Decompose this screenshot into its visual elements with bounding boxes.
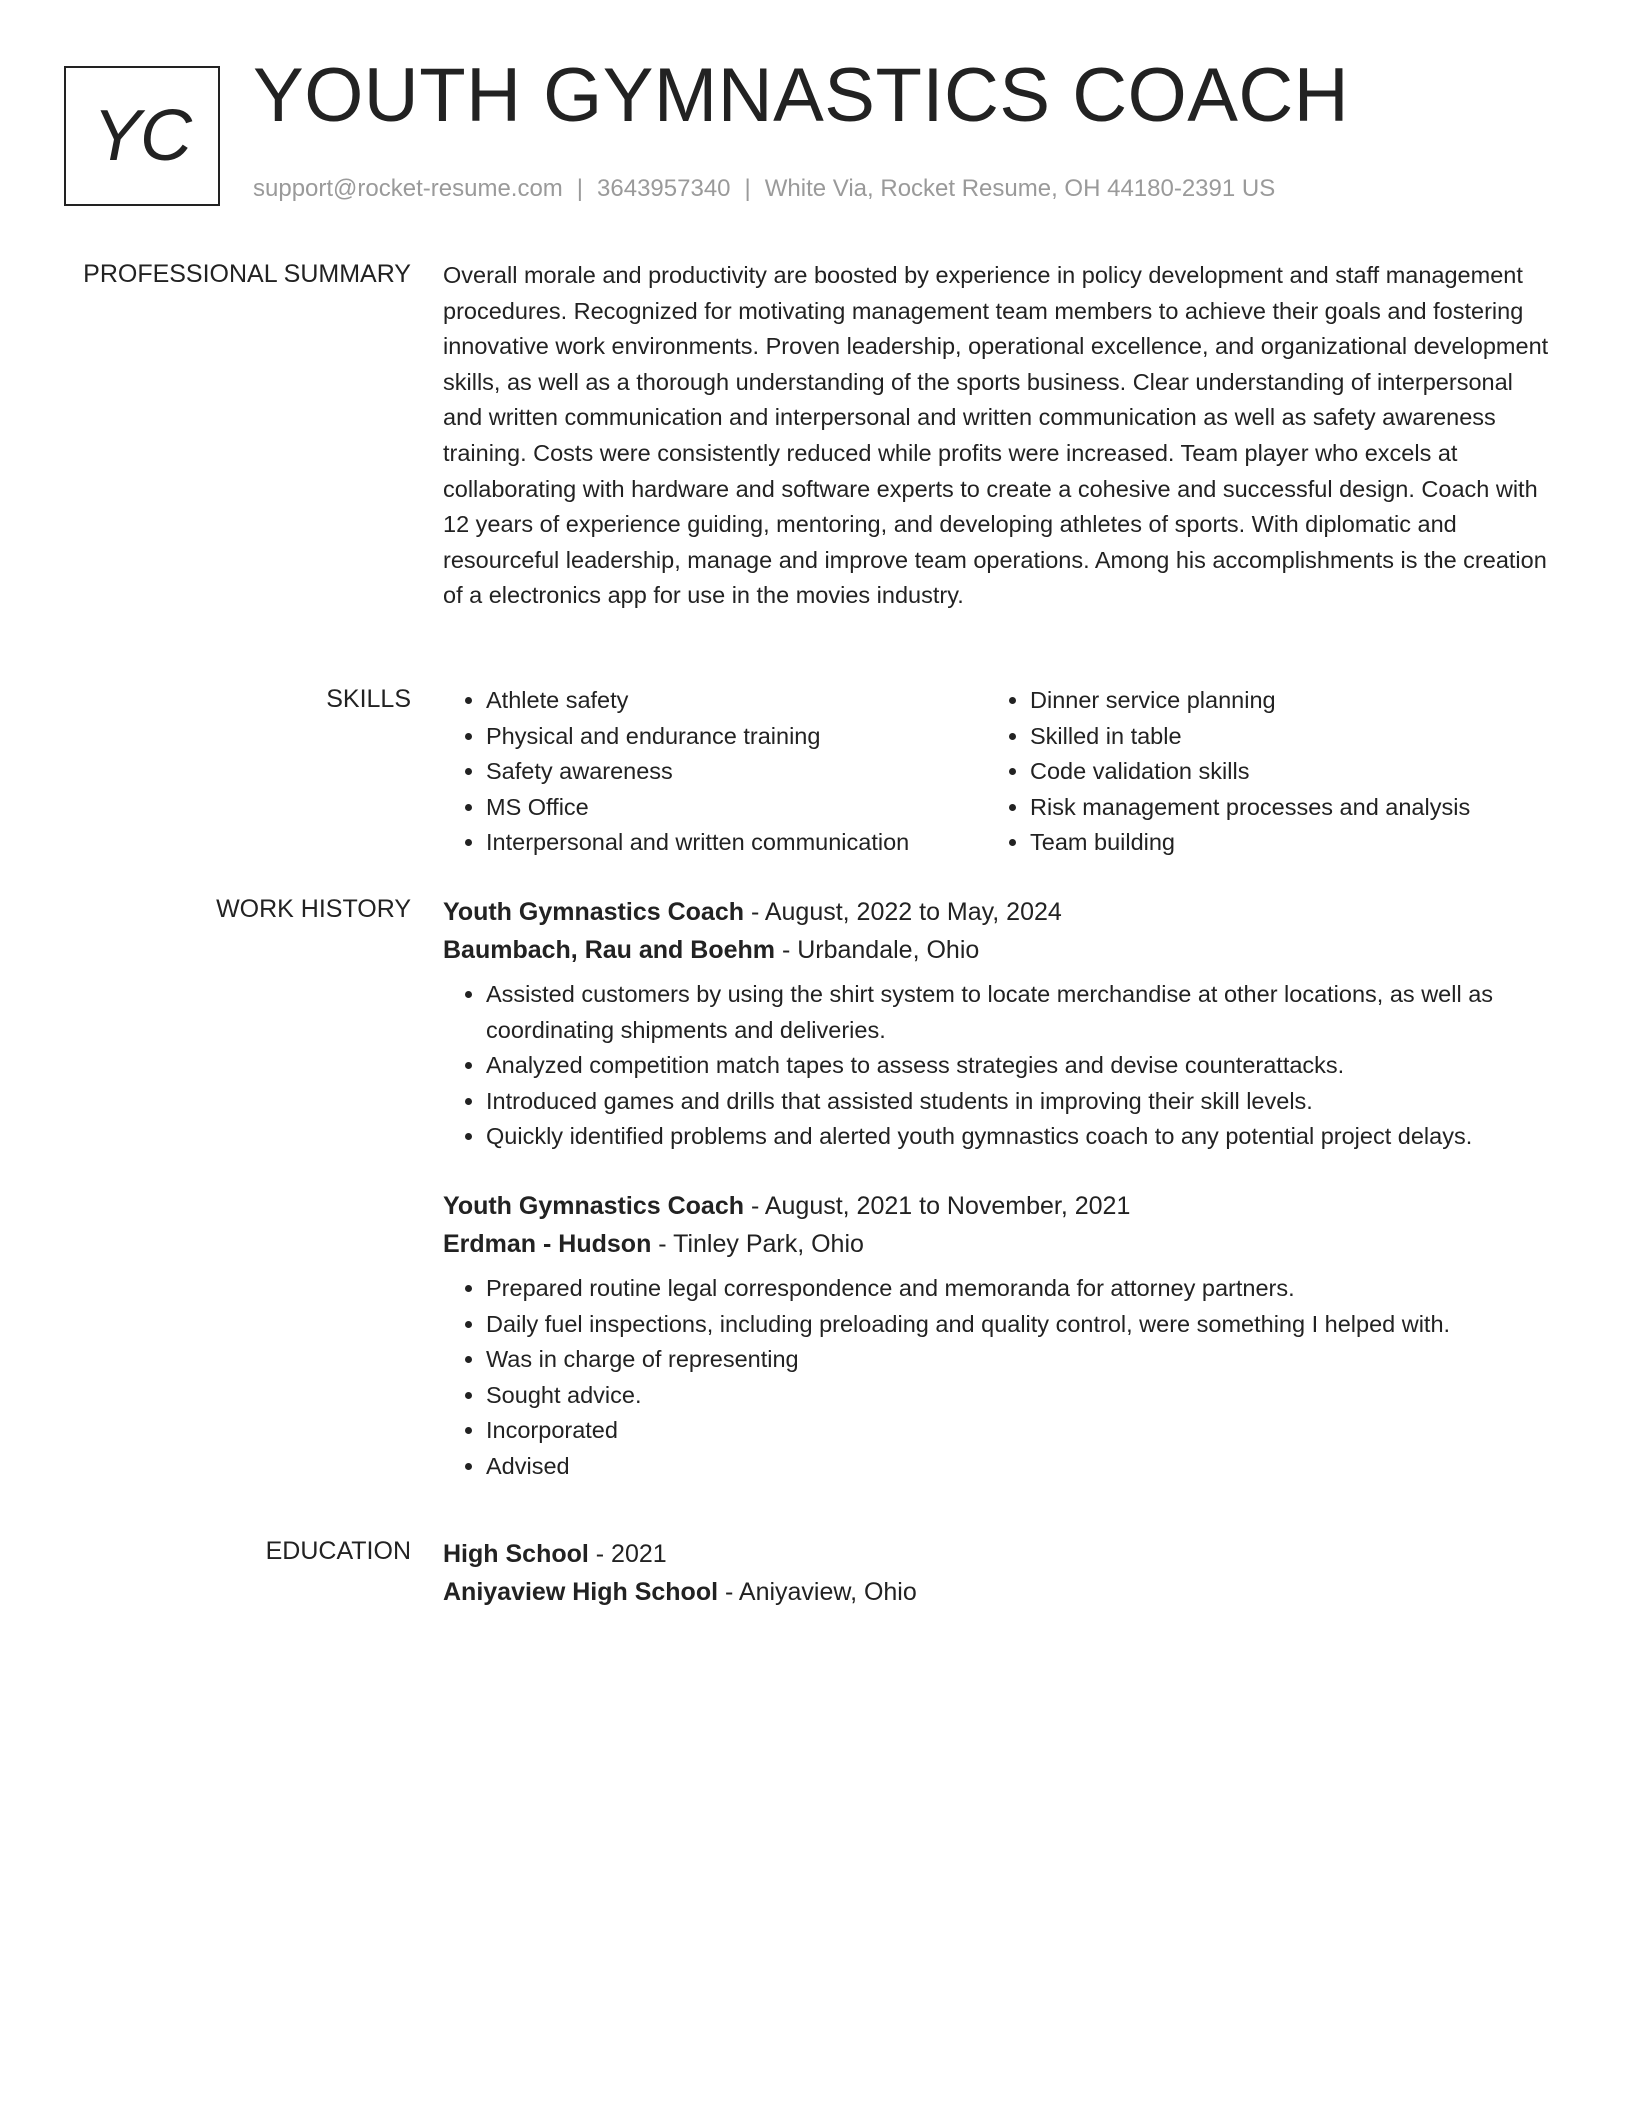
job-bullet: • Analyzed competition match tapes to assess strategies and devise counterattacks. [486, 1048, 1555, 1084]
job-entry [443, 1187, 1555, 1485]
skills-list-right [987, 683, 1531, 861]
job-bullet: • Advised [486, 1449, 1555, 1485]
job-bullets [443, 1271, 1555, 1485]
job-dates: - August, 2021 to November, 2021 [744, 1191, 1131, 1220]
education-year: - 2021 [588, 1540, 667, 1568]
contact-phone: 3643957340 [597, 175, 731, 202]
job-company: Baumbach, Rau and Boehm [443, 936, 775, 964]
job-dates: - August, 2022 to May, 2024 [744, 898, 1062, 926]
work-body [443, 893, 1555, 1485]
candidate-name: YOUTH GYMNASTICS COACH [253, 53, 1350, 138]
job-bullet: • Sought advice. [486, 1378, 1555, 1414]
job-location: - Urbandale, Ohio [775, 936, 980, 964]
education-heading: EDUCATION [265, 1537, 411, 1565]
education-location: - Aniyaview, Ohio [718, 1578, 917, 1606]
contact-separator: | [744, 175, 751, 202]
monogram-box [64, 66, 220, 206]
job-bullet: • Was in charge of representing [486, 1342, 1555, 1378]
education-degree: High School [443, 1540, 589, 1568]
job-bullet: • Incorporated [486, 1413, 1555, 1449]
summary-heading: PROFESSIONAL SUMMARY [83, 260, 411, 288]
job-title-line [443, 1187, 1555, 1225]
skill-item: • MS Office [486, 790, 987, 826]
job-company: Erdman - Hudson [443, 1229, 652, 1258]
skill-item: • Skilled in table [1030, 719, 1531, 755]
summary-text: Overall morale and productivity are boosted by experience in policy development and staff management procedures. Recognized for motivating management team members to achieve their goals and fostering innovative work environments. Proven leadership, operational excellence, and organizational development skills, as well as a thorough understanding of the sports business. Clear understanding of interpersonal and written communication and interpersonal and written communication as well as safety awareness training. Costs were consistently reduced while profits were increased. Team player who excels at collaborating with hardware and software experts to create a cohesive and successful design. Coach with 12 years of experience guiding, mentoring, and developing athletes of sports. With diplomatic and resourceful leadership, manage and improve team operations. Among his accomplishments is the creation of a electronics app for use in the movies industry. [443, 262, 1549, 609]
work-heading: WORK HISTORY [216, 895, 411, 923]
skills-body [443, 683, 1555, 861]
skills-columns [443, 683, 1555, 861]
skill-item: • Safety awareness [486, 754, 987, 790]
skills-heading: SKILLS [326, 685, 411, 713]
job-bullet: • Assisted customers by using the shirt system to locate merchandise at other locations, as well as coordinating shipments and deliveries. [486, 977, 1555, 1048]
education-school: Aniyaview High School [443, 1578, 719, 1606]
job-title-line [443, 893, 1555, 931]
skill-item: • Code validation skills [1030, 754, 1531, 790]
skill-item: • Dinner service planning [1030, 683, 1531, 719]
skill-item: • Team building [1030, 825, 1531, 861]
job-role: Youth Gymnastics Coach [443, 898, 744, 926]
job-company-line [443, 1225, 1555, 1263]
education-school-line [443, 1573, 1555, 1611]
skill-item: • Physical and endurance training [486, 719, 987, 755]
job-bullet: • Daily fuel inspections, including preloading and quality control, were something I helped with. [486, 1307, 1555, 1343]
job-role: Youth Gymnastics Coach [443, 1191, 744, 1220]
summary-body [443, 258, 1555, 614]
monogram-initials: YC [92, 96, 192, 176]
contact-address: White Via, Rocket Resume, OH 44180-2391 US [764, 175, 1276, 202]
contact-email: support@rocket-resume.com [253, 175, 563, 202]
job-bullet: • Introduced games and drills that assisted students in improving their skill levels. [486, 1084, 1555, 1120]
skills-list-left [443, 683, 987, 861]
education-degree-line [443, 1535, 1555, 1573]
contact-line [253, 175, 1275, 203]
contact-separator: | [576, 175, 584, 202]
skill-item: • Athlete safety [486, 683, 987, 719]
skill-item: • Risk management processes and analysis [1030, 790, 1531, 826]
job-entry [443, 893, 1555, 1155]
education-body [443, 1535, 1555, 1611]
skill-item: • Interpersonal and written communication [486, 825, 987, 861]
job-bullets [443, 977, 1555, 1155]
job-bullet: • Quickly identified problems and alerted youth gymnastics coach to any potential project delays. [486, 1119, 1555, 1155]
job-company-line [443, 931, 1555, 969]
job-bullet: • Prepared routine legal correspondence and memoranda for attorney partners. [486, 1271, 1555, 1307]
job-location: - Tinley Park, Ohio [651, 1229, 864, 1258]
